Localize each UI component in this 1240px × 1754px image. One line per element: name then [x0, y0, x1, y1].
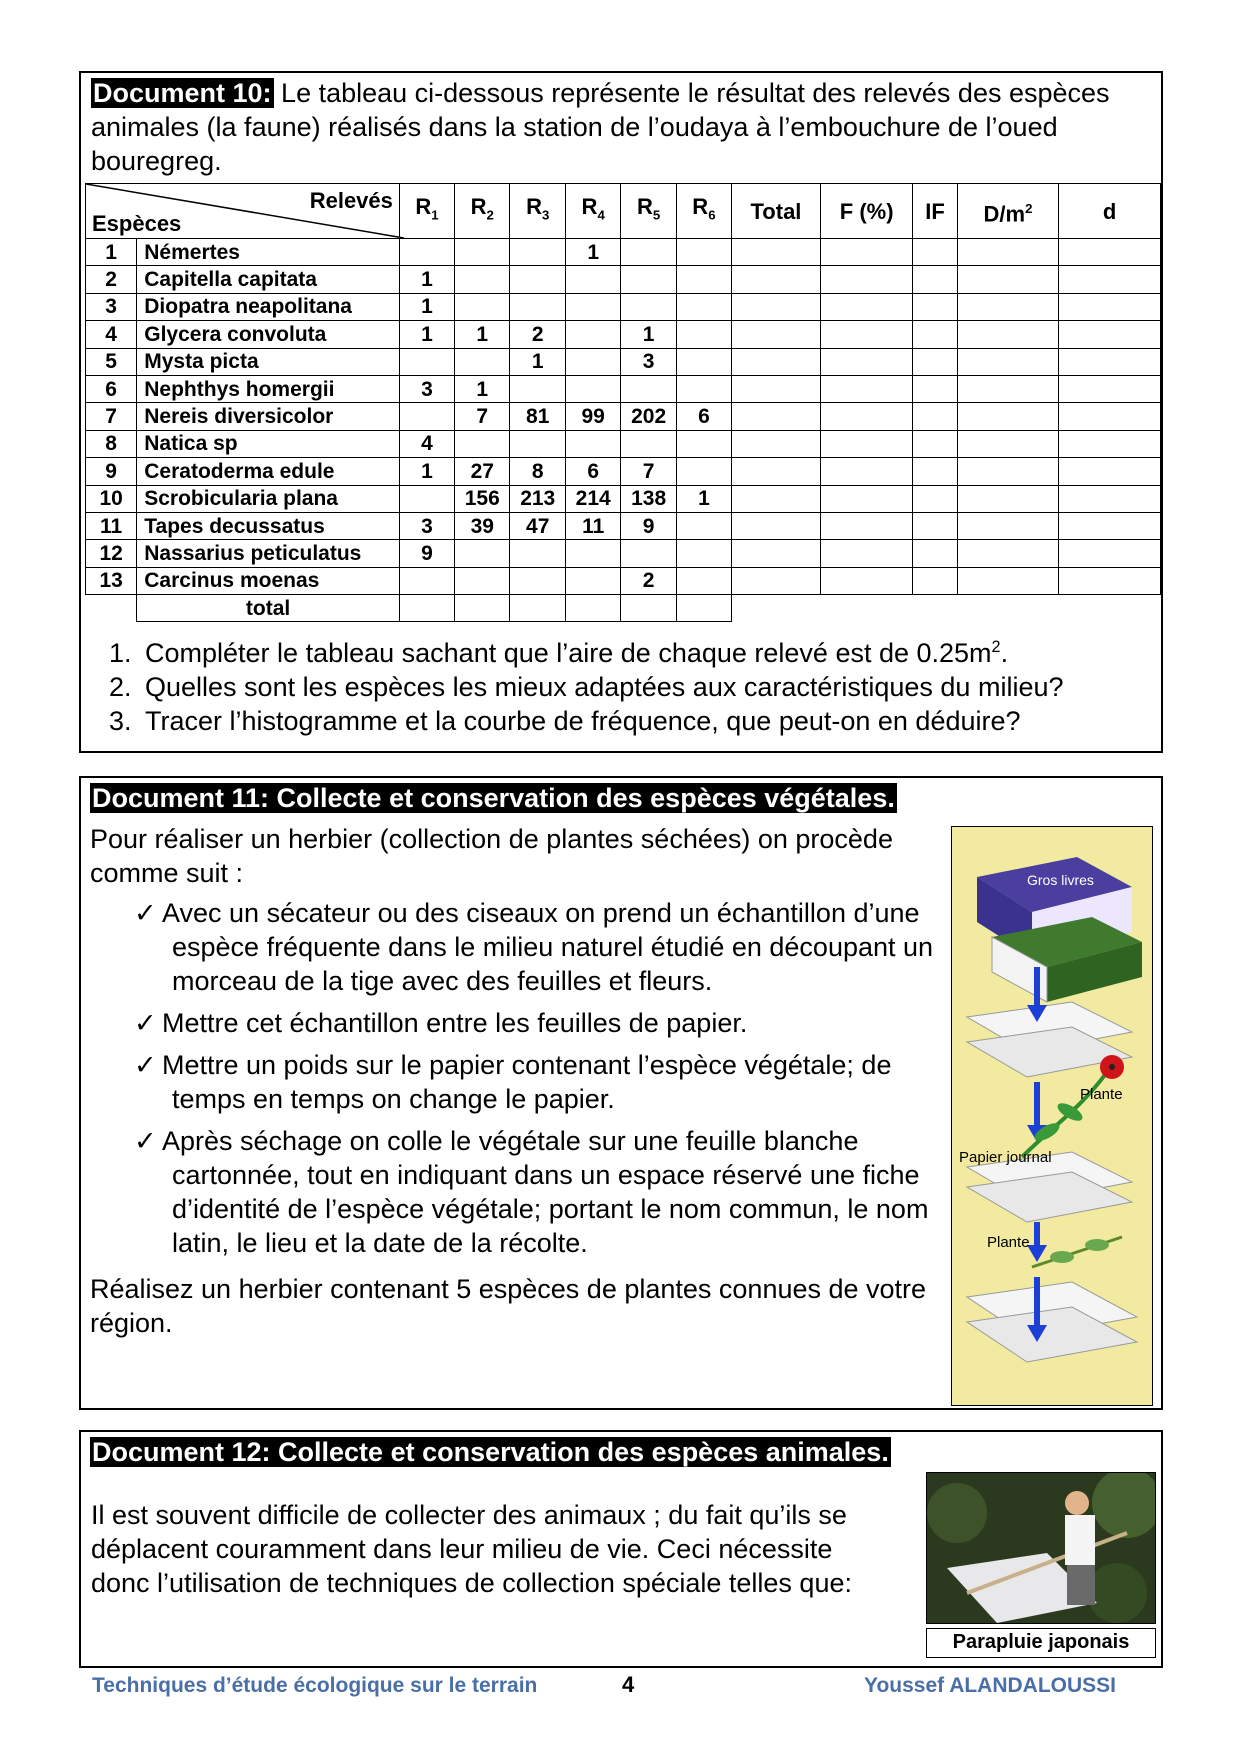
row-number: 3: [86, 293, 137, 320]
count-cell: [565, 430, 620, 457]
table-row: [86, 239, 1161, 266]
count-cell: 9: [621, 512, 676, 539]
empty-cell: [820, 567, 912, 594]
empty-cell: [957, 348, 1059, 375]
document-11: [79, 776, 1163, 1410]
empty-cell: [913, 375, 957, 402]
count-cell: [455, 266, 510, 293]
total-label: total: [137, 595, 400, 622]
row-number: 10: [86, 485, 137, 512]
row-number: 2: [86, 266, 137, 293]
row-number: 13: [86, 567, 137, 594]
count-cell: 214: [565, 485, 620, 512]
empty-cell: [913, 239, 957, 266]
empty-cell: [957, 430, 1059, 457]
count-cell: 202: [621, 403, 676, 430]
col-total: Total: [731, 184, 820, 239]
count-cell: [676, 512, 731, 539]
species-name: Capitella capitata: [137, 266, 400, 293]
footer-title: Techniques d’étude écologique sur le terrain: [92, 1674, 538, 1697]
empty-cell: [957, 321, 1059, 348]
total-cell: [455, 595, 510, 622]
fig-plant2-label: Plante: [987, 1234, 1030, 1251]
count-cell: 9: [399, 540, 454, 567]
empty-cell: [1059, 348, 1161, 375]
check-icon: ✓: [134, 1050, 157, 1080]
species-name: Diopatra neapolitana: [137, 293, 400, 320]
empty-cell: [820, 321, 912, 348]
empty-cell: [820, 293, 912, 320]
empty-cell: [820, 266, 912, 293]
empty-cell: [820, 239, 912, 266]
photo-illustration: [927, 1473, 1156, 1624]
total-cell: [510, 595, 565, 622]
count-cell: [621, 540, 676, 567]
count-cell: 47: [510, 512, 565, 539]
empty-cell: [731, 375, 820, 402]
count-cell: [565, 293, 620, 320]
count-cell: [455, 293, 510, 320]
count-cell: 99: [565, 403, 620, 430]
empty-cell: [820, 485, 912, 512]
empty-cell: [731, 239, 820, 266]
doc11-steps: [90, 896, 950, 1260]
count-cell: [399, 348, 454, 375]
count-cell: [621, 266, 676, 293]
doc10-label: Document 10:: [93, 78, 272, 108]
count-cell: 6: [676, 403, 731, 430]
count-cell: [510, 239, 565, 266]
empty-cell: [957, 293, 1059, 320]
table-row: [86, 567, 1161, 594]
count-cell: [676, 430, 731, 457]
count-cell: [399, 403, 454, 430]
row-number: 11: [86, 512, 137, 539]
species-name: Natica sp: [137, 430, 400, 457]
count-cell: 3: [399, 375, 454, 402]
empty-cell: [820, 430, 912, 457]
step-item: ✓ Après séchage on colle le végétale sur une feuille blanche cartonnée, tout en indiquant dans un espace réservé une fiche d’identité de l’espèce végétale; portant le nom commun, le nom latin, le lieu et la date de la récolte.: [134, 1126, 929, 1258]
empty-cell: [820, 512, 912, 539]
species-name: Carcinus moenas: [137, 567, 400, 594]
check-icon: ✓: [134, 1008, 157, 1038]
empty-cell: [913, 321, 957, 348]
count-cell: [399, 239, 454, 266]
empty-cell: [957, 266, 1059, 293]
empty-cell: [731, 321, 820, 348]
empty-cell: [820, 375, 912, 402]
count-cell: 1: [399, 458, 454, 485]
table-row: [86, 348, 1161, 375]
empty-cell: [913, 485, 957, 512]
empty-cell: [820, 458, 912, 485]
count-cell: 4: [399, 430, 454, 457]
count-cell: [510, 430, 565, 457]
count-cell: [621, 239, 676, 266]
species-name: Glycera convoluta: [137, 321, 400, 348]
count-cell: 7: [621, 458, 676, 485]
empty-cell: [1059, 540, 1161, 567]
empty-cell: [731, 540, 820, 567]
total-row-spacer: [86, 595, 137, 622]
count-cell: [455, 348, 510, 375]
empty-cell: [1059, 321, 1161, 348]
count-cell: 6: [565, 458, 620, 485]
count-cell: [565, 375, 620, 402]
table-row: [86, 321, 1161, 348]
species-name: Tapes decussatus: [137, 512, 400, 539]
empty-cell: [1059, 293, 1161, 320]
page-number: 4: [622, 1672, 635, 1697]
row-number: 8: [86, 430, 137, 457]
count-cell: 3: [399, 512, 454, 539]
count-cell: [455, 239, 510, 266]
table-body: [86, 239, 1161, 595]
empty-cell: [1059, 430, 1161, 457]
table-header-row: [86, 184, 1161, 239]
empty-cell: [731, 293, 820, 320]
count-cell: 11: [565, 512, 620, 539]
count-cell: [676, 293, 731, 320]
doc11-final: Réalisez un herbier contenant 5 espèces de plantes connues de votre région.: [90, 1274, 927, 1338]
count-cell: [621, 375, 676, 402]
empty-cell: [913, 540, 957, 567]
footer-author: Youssef ALANDALOUSSI: [864, 1674, 1117, 1697]
question-1: 1. Compléter le tableau sachant que l’aire de chaque relevé est de $0.25m^2$.: [139, 630, 1064, 670]
count-cell: [565, 321, 620, 348]
empty-cell: [1059, 458, 1161, 485]
count-cell: [565, 266, 620, 293]
row-number: 6: [86, 375, 137, 402]
fig-plant-label: Plante: [1080, 1086, 1123, 1103]
count-cell: [676, 458, 731, 485]
row-number: 4: [86, 321, 137, 348]
count-cell: 138: [621, 485, 676, 512]
corner-especes: Espèces: [92, 211, 182, 236]
releves-table: [85, 183, 1161, 622]
empty-cell: [731, 512, 820, 539]
doc10-questions: [101, 630, 1064, 738]
empty-cell: [957, 375, 1059, 402]
count-cell: 39: [455, 512, 510, 539]
count-cell: 1: [621, 321, 676, 348]
count-cell: [455, 567, 510, 594]
doc12-text: Il est souvent difficile de collecter des animaux ; du fait qu’ils se déplacent couramment dans leur milieu de vie. Ceci nécessite donc l’utilisation de techniques de collection spéciale telles que:: [91, 1500, 852, 1598]
row-number: 1: [86, 239, 137, 266]
count-cell: 2: [510, 321, 565, 348]
beating-umbrella-photo: [926, 1472, 1156, 1624]
doc11-title: Document 11: Collecte et conservation des espèces végétales.: [92, 783, 895, 813]
empty-cell: [913, 293, 957, 320]
col-frequency: F (%): [820, 184, 912, 239]
empty-cell: [957, 485, 1059, 512]
empty-cell: [820, 540, 912, 567]
press-illustration: [952, 827, 1153, 1406]
count-cell: 1: [399, 266, 454, 293]
doc11-intro: Pour réaliser un herbier (collection de plantes séchées) on procède comme suit :: [90, 824, 893, 888]
total-row: [86, 595, 1161, 622]
empty-cell: [1059, 403, 1161, 430]
empty-cell: [1059, 567, 1161, 594]
count-cell: [399, 567, 454, 594]
table-row: [86, 512, 1161, 539]
count-cell: 1: [455, 375, 510, 402]
count-cell: 81: [510, 403, 565, 430]
species-name: Mysta picta: [137, 348, 400, 375]
count-cell: [510, 567, 565, 594]
count-cell: [676, 239, 731, 266]
count-cell: 1: [455, 321, 510, 348]
empty-cell: [1059, 375, 1161, 402]
total-row-spacer: [731, 595, 1160, 622]
col-if: IF: [913, 184, 957, 239]
doc11-body: [90, 822, 950, 1340]
empty-cell: [957, 567, 1059, 594]
count-cell: 3: [621, 348, 676, 375]
empty-cell: [957, 540, 1059, 567]
row-number: 7: [86, 403, 137, 430]
empty-cell: [1059, 485, 1161, 512]
col-r2: $R_2$: [455, 184, 510, 239]
count-cell: 2: [621, 567, 676, 594]
table-row: [86, 266, 1161, 293]
count-cell: 1: [565, 239, 620, 266]
col-r4: $R_4$: [565, 184, 620, 239]
count-cell: 156: [455, 485, 510, 512]
count-cell: 1: [399, 321, 454, 348]
table-row: [86, 430, 1161, 457]
count-cell: 7: [455, 403, 510, 430]
check-icon: ✓: [134, 898, 157, 928]
count-cell: 27: [455, 458, 510, 485]
table-row: [86, 540, 1161, 567]
question-2: 2. Quelles sont les espèces les mieux adaptées aux caractéristiques du milieu?: [139, 670, 1064, 704]
empty-cell: [913, 512, 957, 539]
empty-cell: [731, 266, 820, 293]
empty-cell: [957, 512, 1059, 539]
herbarium-press-figure: [951, 826, 1153, 1406]
empty-cell: [1059, 266, 1161, 293]
col-density: $D/m^2$: [957, 184, 1059, 239]
count-cell: 1: [399, 293, 454, 320]
photo-caption: Parapluie japonais: [926, 1628, 1156, 1658]
row-number: 12: [86, 540, 137, 567]
empty-cell: [731, 430, 820, 457]
step-item: ✓ Avec un sécateur ou des ciseaux on prend un échantillon d’une espèce fréquente dans le milieu naturel étudié en découpant un morceau de la tige avec des feuilles et fleurs.: [134, 898, 934, 996]
row-number: 5: [86, 348, 137, 375]
count-cell: [565, 348, 620, 375]
count-cell: [565, 567, 620, 594]
empty-cell: [731, 567, 820, 594]
empty-cell: [731, 458, 820, 485]
count-cell: [676, 375, 731, 402]
empty-cell: [913, 266, 957, 293]
total-cell: [565, 595, 620, 622]
question-3: 3. Tracer l’histogramme et la courbe de fréquence, que peut-on en déduire?: [139, 704, 1064, 738]
count-cell: 1: [676, 485, 731, 512]
count-cell: [455, 430, 510, 457]
count-cell: 213: [510, 485, 565, 512]
empty-cell: [1059, 512, 1161, 539]
doc12-title: Document 12: Collecte et conservation des espèces animales.: [92, 1437, 889, 1467]
step-item: ✓ Mettre un poids sur le papier contenant l’espèce végétale; de temps en temps on change le papier.: [134, 1050, 892, 1114]
count-cell: [510, 266, 565, 293]
total-cell: [621, 595, 676, 622]
row-number: 9: [86, 458, 137, 485]
count-cell: 8: [510, 458, 565, 485]
count-cell: [510, 540, 565, 567]
empty-cell: [913, 430, 957, 457]
table-corner-cell: [86, 184, 400, 239]
count-cell: [510, 375, 565, 402]
empty-cell: [913, 403, 957, 430]
total-cell: [676, 595, 731, 622]
step-item: ✓ Mettre cet échantillon entre les feuilles de papier.: [134, 1008, 748, 1038]
empty-cell: [957, 239, 1059, 266]
empty-cell: [820, 348, 912, 375]
col-r3: $R_3$: [510, 184, 565, 239]
total-cell: [399, 595, 454, 622]
count-cell: 1: [510, 348, 565, 375]
species-name: Némertes: [137, 239, 400, 266]
fig-paper-label: Papier journal: [959, 1149, 1052, 1166]
col-r1: $R_1$: [399, 184, 454, 239]
doc10-intro-text: Le tableau ci-dessous représente le résultat des relevés des espèces animales (la faune) réalisés dans la station de l’oudaya à l’embouchure de l’oued bouregreg.: [91, 78, 1110, 176]
empty-cell: [1059, 239, 1161, 266]
empty-cell: [731, 485, 820, 512]
check-icon: ✓: [134, 1126, 157, 1156]
document-12: [79, 1430, 1163, 1668]
empty-cell: [731, 348, 820, 375]
count-cell: [676, 540, 731, 567]
species-name: Nassarius peticulatus: [137, 540, 400, 567]
document-10: [79, 71, 1163, 753]
count-cell: [399, 485, 454, 512]
count-cell: [676, 321, 731, 348]
doc10-intro: [91, 76, 1151, 178]
empty-cell: [957, 403, 1059, 430]
empty-cell: [957, 458, 1059, 485]
empty-cell: [820, 403, 912, 430]
table-row: [86, 485, 1161, 512]
count-cell: [676, 266, 731, 293]
table-row: [86, 293, 1161, 320]
count-cell: [676, 567, 731, 594]
table-row: [86, 458, 1161, 485]
count-cell: [565, 540, 620, 567]
count-cell: [621, 293, 676, 320]
species-name: Nephthys homergii: [137, 375, 400, 402]
col-d: d: [1059, 184, 1161, 239]
species-name: Nereis diversicolor: [137, 403, 400, 430]
fig-books-label: Gros livres: [1027, 872, 1094, 888]
empty-cell: [913, 567, 957, 594]
col-r5: $R_5$: [621, 184, 676, 239]
count-cell: [676, 348, 731, 375]
count-cell: [510, 293, 565, 320]
species-name: Scrobicularia plana: [137, 485, 400, 512]
col-r6: $R_6$: [676, 184, 731, 239]
species-name: Ceratoderma edule: [137, 458, 400, 485]
count-cell: [455, 540, 510, 567]
table-row: [86, 403, 1161, 430]
corner-releves: Relevés: [309, 188, 393, 213]
table-row: [86, 375, 1161, 402]
empty-cell: [731, 403, 820, 430]
empty-cell: [913, 458, 957, 485]
count-cell: [621, 430, 676, 457]
empty-cell: [913, 348, 957, 375]
